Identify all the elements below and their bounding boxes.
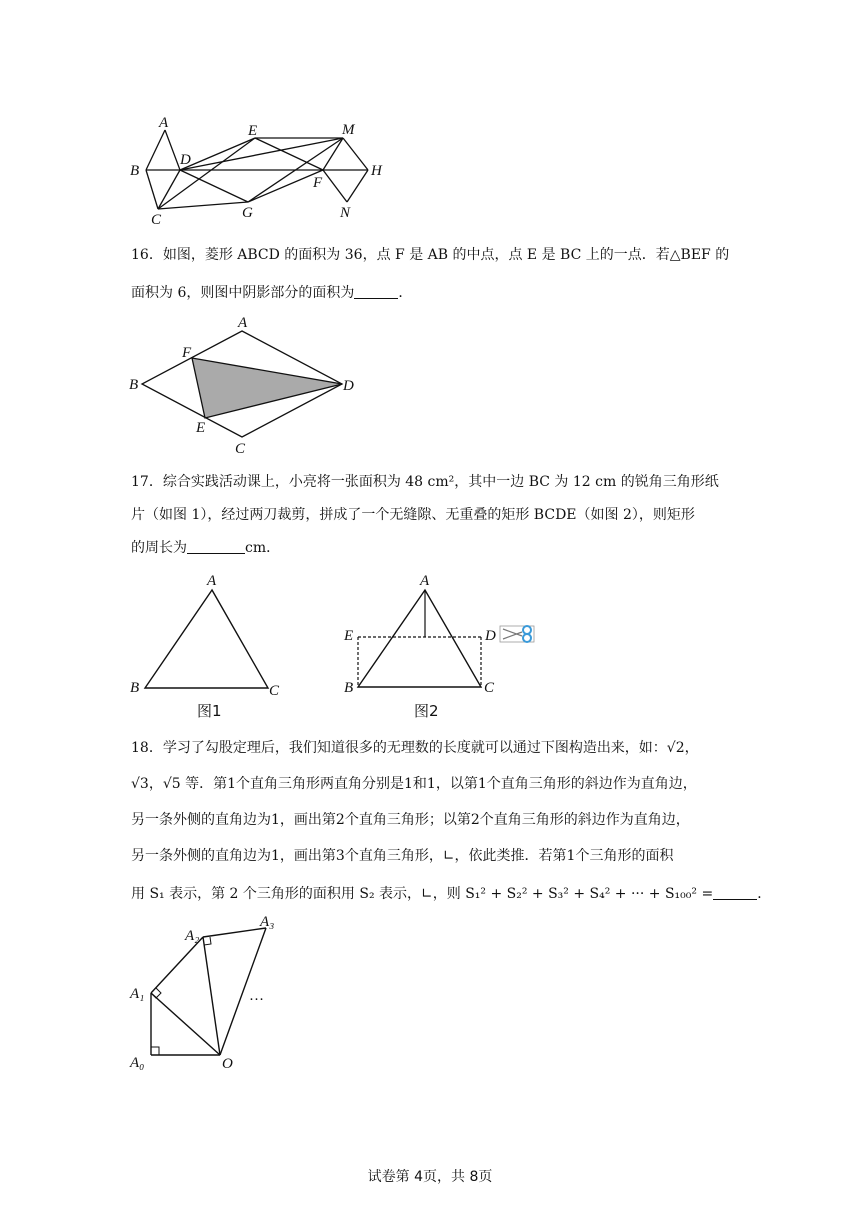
q18-line3: 另一条外侧的直角边为1，画出第2个直角三角形；以第2个直角三角形的斜边作为直角边， [131,812,690,828]
caption-fig2: 图2 [414,702,439,720]
label-D: D [485,628,496,644]
label-B: B [344,680,354,696]
q18-line5-end: ． [757,886,772,902]
label-D: D [343,378,354,394]
q18-line1: 18．学习了勾股定理后，我们知道很多的无理数的长度就可以通过下图构造出来，如：√2， [131,740,699,756]
figure-q16-rhombus [125,313,360,458]
answer-blank-q17[interactable] [187,539,245,554]
label-E: E [248,123,258,139]
label-E: E [344,628,354,644]
q17-line1: 17．综合实践活动课上，小亮将一张面积为 48 cm²，其中一边 BC 为 12 cm 的锐角三角形纸 [131,474,719,490]
label-A: A [238,315,248,331]
label-A: A [159,115,169,131]
q18-line4: 另一条外侧的直角边为1，画出第3个直角三角形，∟，依此类推．若第1个三角形的面积 [131,848,674,864]
answer-blank-q16[interactable] [354,284,398,299]
label-B: B [130,680,140,696]
q18-line2: √3，√5 等．第1个直角三角形两直角分别是1和1，以第1个直角三角形的斜边作为直角边， [131,776,697,792]
label-M: M [342,122,355,138]
q17-line3-text: 的周长为 [131,540,187,556]
q17-line3 [131,538,280,558]
label-A: A [207,573,217,589]
caption-fig1: 图1 [197,702,222,720]
label-E: E [196,420,206,436]
q16-line2-text: 面积为 6，则图中阴影部分的面积为 [131,285,355,301]
figure-q17-fig2 [340,570,545,722]
answer-blank-q18[interactable] [713,885,757,900]
figure-q18-spiral [125,912,305,1072]
q17-line2: 片（如图 1），经过两刀裁剪，拼成了一个无缝隙、无重叠的矩形 BCDE（如图 2），则矩形 [131,507,695,523]
page-footer: 试卷第 4页，共 8页 [367,1169,493,1185]
label-A: A [420,573,430,589]
label-D: D [180,152,191,168]
q18-line5-text: 用 S₁ 表示，第 2 个三角形的面积用 S₂ 表示，∟，则 S₁² + S₂² + S₃² + S₄² + ··· + S₁₀₀² = [131,886,714,902]
label-C: C [484,680,495,696]
label-B: B [129,377,139,393]
figure-q17-fig1 [125,570,295,722]
label-C: C [235,441,246,457]
label-C: C [269,683,280,699]
scissors-icon [500,626,534,642]
label-A0: A₀ [130,1055,145,1071]
q16-line1: 16．如图，菱形 ABCD 的面积为 36，点 F 是 AB 的中点，点 E 是 BC 上的一点．若△BEF 的 [131,247,730,263]
label-G: G [242,205,253,221]
q16-line2 [131,283,412,303]
label-C: C [151,212,162,227]
q16-line2-end: ． [398,285,413,301]
label-B: B [130,163,140,179]
label-F: F [313,175,323,191]
label-O: O [222,1056,233,1072]
shaded-triangle [192,358,342,418]
q18-line5 [131,884,771,904]
label-N: N [340,205,351,221]
label-H: H [371,163,382,179]
label-A3: A₃ [260,914,275,930]
figure-q15 [125,112,395,227]
label-F: F [182,345,192,361]
label-A2: A₂ [185,928,200,944]
label-A1: A₁ [130,986,145,1002]
q17-line3-end: cm． [245,540,281,556]
ellipsis: … [249,988,264,1004]
